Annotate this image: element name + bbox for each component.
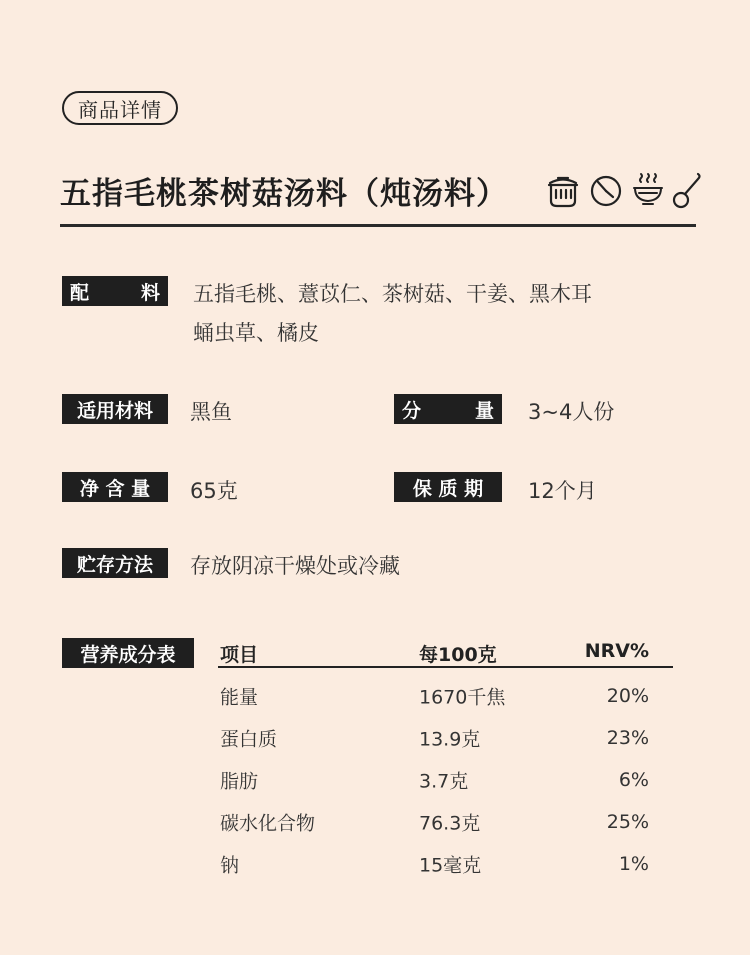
table-row [218,674,673,716]
suitable-value: 黑鱼 [190,400,232,424]
row-nrv: 23% [606,727,649,750]
title-icons [544,170,702,210]
header-per-100g: 每100克 [419,644,497,666]
shelf-life-label: 保 质 期 [394,472,502,502]
portion-value: 3~4人份 [528,400,615,424]
ingredients-label-left: 配 [70,281,90,304]
row-nrv: 25% [606,811,649,834]
soup-pot-icon [544,170,582,210]
header-item: 项目 [220,644,259,666]
table-row [218,758,673,800]
storage-value: 存放阴凉干燥处或冷藏 [190,554,400,578]
suitable-label: 适用材料 [62,394,168,424]
section-label: 商品详情 [62,91,178,125]
row-nrv: 1% [618,853,649,876]
ingredients-line-2: 蛹虫草、橘皮 [193,321,319,345]
nutrition-label: 营养成分表 [62,638,194,668]
portion-label-right: 量 [474,399,494,422]
storage-label: 贮存方法 [62,548,168,578]
row-item: 脂肪 [220,770,259,793]
row-nrv: 6% [618,769,649,792]
portion-label [394,394,502,424]
steaming-bowl-icon [630,170,666,210]
shelf-life-value: 12个月 [528,479,597,503]
row-item: 钠 [220,854,240,877]
row-amount: 13.9克 [419,728,481,751]
ingredients-label-right: 料 [140,281,160,304]
row-item: 能量 [220,686,259,709]
row-amount: 1670千焦 [419,686,506,709]
ingredients-label [62,276,168,306]
nutrition-table [218,636,673,884]
ladle-icon [672,170,702,210]
portion-label-left: 分 [402,399,422,422]
row-item: 蛋白质 [220,728,278,751]
title-row [60,166,696,227]
product-title: 五指毛桃茶树菇汤料（炖汤料） [60,176,508,212]
clock-icon [588,170,624,210]
row-amount: 76.3克 [419,812,481,835]
row-item: 碳水化合物 [220,812,316,835]
nutrition-table-header [218,636,673,668]
row-amount: 3.7克 [419,770,469,793]
net-weight-label: 净 含 量 [62,472,168,502]
table-row [218,842,673,884]
ingredients-line-1: 五指毛桃、薏苡仁、茶树菇、干姜、黑木耳 [193,282,592,306]
header-nrv: NRV% [584,640,649,662]
table-row [218,716,673,758]
row-amount: 15毫克 [419,854,482,877]
row-nrv: 20% [606,685,649,708]
table-row [218,800,673,842]
net-weight-value: 65克 [190,479,238,503]
